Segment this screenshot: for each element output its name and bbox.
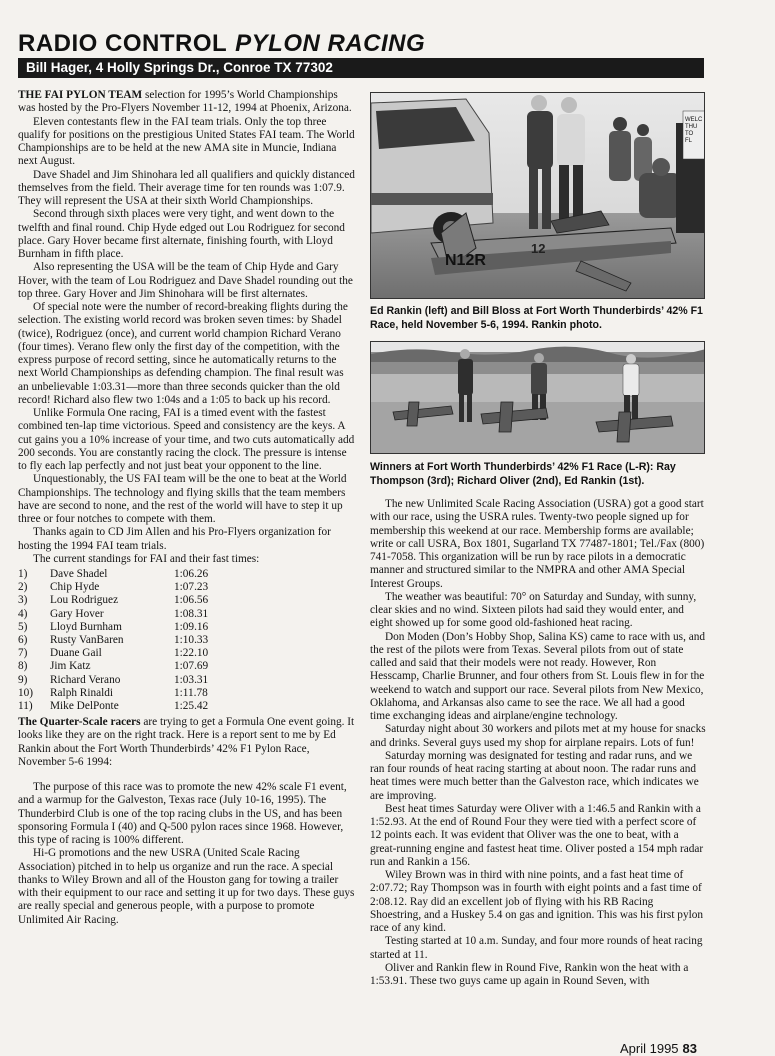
standings-time: 1:06.56 xyxy=(174,594,209,607)
plane-registration: N12R xyxy=(445,252,486,269)
paragraph: The current standings for FAI and their fast times: xyxy=(33,552,260,565)
paragraph: Oliver and Rankin flew in Round Five, Rankin won the heat with a 1:53.91. These two guys came up again in Round Seven, with xyxy=(370,961,689,987)
standings-time: 1:25.42 xyxy=(174,700,209,713)
standings-row xyxy=(18,581,208,594)
standings-name: Ralph Rinaldi xyxy=(50,686,114,699)
lead-in: The Quarter-Scale racers xyxy=(18,716,141,729)
paragraph: Also representing the USA will be the team of Chip Hyde and Gary Hover, with the team of Lou Rodriguez and Dave Shadel rounding out the top three. Gary Hover and Jim Shinohara will be first alternates. xyxy=(18,261,353,300)
standings-rank: 4) xyxy=(18,607,28,620)
plane-number: 12 xyxy=(531,241,546,256)
standings-name: Jim Katz xyxy=(50,660,91,673)
top-photo-caption: Ed Rankin (left) and Bill Bloss at Fort Worth Thunderbirds’ 42% F1 Race, held November 5-6, 1994. Rankin photo. xyxy=(370,305,703,331)
standings-name: Rusty VanBaren xyxy=(50,634,124,647)
standings-time: 1:03.31 xyxy=(174,673,209,686)
paragraph: Saturday morning was designated for testing and radar runs, and we ran four rounds of heat racing starting at about noon. The radar runs and heat times were much better than the Galveston race, which indicates we are improving. xyxy=(370,749,699,802)
paragraph: Best heat times Saturday were Oliver with a 1:46.5 and Rankin with a 1:52.93. At the end of Round Four they were tied with a perfect score of 12 points each. It was evident that Oliver was the one to beat, with a great-running engine and fastest heat time. Oliver posted a 154 mph radar run and Rankin a 156. xyxy=(370,802,704,868)
paragraph: Don Moden (Don’s Hobby Shop, Salina KS) came to race with us, and the rest of the pilots were from Texas. Several pilots from out of state called and said that their models were not ready. However, Ron Hesscamp, Charlie Brunner, and four others from St. Louis flew in for the weekend to watch and support our race. Several pilots from New Mexico, Oklahoma, and Arkansas also came to see the race. We all had a good time exchanging ideas and airplane/engine technology. xyxy=(370,630,706,722)
paragraph: The new Unlimited Scale Racing Association (USRA) got a good start with our race, using the USRA rules. Twenty-two people signed up for membership this weekend at our race. Membership forms are available; write or call USRA, Box 1801, Sugarland TX 77487-1801; Tel./Fax (800) 741-7058. This organization will be run by race pilots in a democratic manner and structured similar to the NMPRA and other AMA Special Interest Groups. xyxy=(370,498,705,590)
paragraph: Second through sixth places were very tight, and went down to the twelfth and final round. Chip Hyde edged out Lou Rodriguez for second place. Gary Hover became first alternate, finishing fourth, with Lloyd Burnham in fifth place. xyxy=(18,208,345,260)
paragraph: The Quarter-Scale racers are trying to get a Formula One event going. It looks like they are on the right track. Here is a report sent to me by Ed Rankin about the Fort Worth Thunderbirds’ 42% F1 Pylon Race, November 5-6 1994: xyxy=(18,716,355,768)
page-title xyxy=(18,30,425,58)
standings-time: 1:22.10 xyxy=(174,647,209,660)
paragraph: Hi-G promotions and the new USRA (United Scale Racing Association) pitched in to help us organize and run the race. A special thanks to Wiley Brown and all of the Houston gang for towing a trailer with their equipment to our race and setting it up for two days. These guys are really special and generous people, with a purpose to promote Unlimited Air Racing. xyxy=(18,847,355,926)
fai-standings-table xyxy=(18,568,208,713)
standings-name: Richard Verano xyxy=(50,673,121,686)
standings-row xyxy=(18,660,208,673)
standings-name: Chip Hyde xyxy=(50,581,100,594)
paragraph: Wiley Brown was in third with nine points, and a fast heat time of 2:07.72; Ray Thompson was in fourth with eight points and a fast time of 2:08.12. Ray did an excellent job of flying with his RB Racing Shoestring, and a Huskey 5.4 on gas and ignition. This was his first pylon race of any kind. xyxy=(370,869,704,934)
standings-row xyxy=(18,608,208,621)
standings-row xyxy=(18,634,208,647)
title-part-pylon-racing: PYLON RACING xyxy=(235,30,426,57)
standings-time: 1:07.23 xyxy=(174,581,209,594)
right-column xyxy=(370,498,706,988)
standings-name: Gary Hover xyxy=(50,607,104,620)
standings-rank: 1) xyxy=(18,568,28,580)
standings-name: Duane Gail xyxy=(50,647,102,660)
paragraph: Saturday night about 30 workers and pilots met at my house for snacks and drinks. Several guys used my shop for airplane repairs. Lots of fun! xyxy=(370,723,706,749)
standings-name: Lou Rodriguez xyxy=(50,594,119,607)
standings-rank: 8) xyxy=(18,660,28,673)
author-byline: Bill Hager, 4 Holly Springs Dr., Conroe TX 77302 xyxy=(18,58,704,78)
photo-winners xyxy=(370,341,705,454)
standings-rank: 6) xyxy=(18,634,28,647)
standings-row xyxy=(18,621,208,634)
standings-row xyxy=(18,594,208,607)
standings-rank: 7) xyxy=(18,647,28,660)
standings-row xyxy=(18,568,208,581)
paragraph: Thanks again to CD Jim Allen and his Pro-Flyers organization for hosting the 1994 FAI team trials. xyxy=(18,526,331,552)
standings-name: Mike DelPonte xyxy=(50,700,119,713)
welcome-sign-text: WELC THU TO FL xyxy=(685,117,703,144)
standings-rank: 3) xyxy=(18,594,28,607)
title-part-radio-control: RADIO CONTROL xyxy=(18,30,228,57)
paragraph: Of special note were the number of record-breaking flights during the selection. The existing world record was broken seven times: by Shadel (twice), Rodriguez (once), and current world champion Richard Verano (four times). Verano flew only the first day of the competition, with the express purpose of record setting, since he automatically returns to the next World Championships as defending champion. The final result was an unbelievable 1:03.31—more than three seconds quicker than the old record! Richard also flew two 1:04s and a 1:05 to back up his record. xyxy=(18,301,348,406)
paragraph: The weather was beautiful: 70° on Saturday and Sunday, with sunny, clear skies and no wind. Sixteen pilots had said they would enter, and eight showed up for some good old-fashioned heat racing. xyxy=(370,590,697,630)
standings-time: 1:10.33 xyxy=(174,634,209,647)
standings-rank: 2) xyxy=(18,581,28,594)
left-column xyxy=(18,89,356,927)
standings-rank: 10) xyxy=(18,686,34,699)
standings-time: 1:11.78 xyxy=(174,686,208,699)
paragraph: The purpose of this race was to promote the new 42% scale F1 event, and a warmup for the Galveston, Texas race (July 10-16, 1995). The Thunderbird Club is one of the top racing clubs in the US, and has been sponsoring Formula I (40) and Q-500 pylon races since 1968. However, this type of racing is 100% different. xyxy=(18,781,347,847)
standings-name: Lloyd Burnham xyxy=(50,620,122,633)
standings-time: 1:06.26 xyxy=(174,568,209,580)
paragraph: Unquestionably, the US FAI team will be the one to beat at the World Championships. The technology and flying skills that the team members have are second to none, and the rest of the world will have to step it up three or four notches to compete with them. xyxy=(18,473,347,525)
standings-row xyxy=(18,687,208,700)
standings-time: 1:08.31 xyxy=(174,607,209,620)
paragraph: Eleven contestants flew in the FAI team trials. Only the top three qualify for positions on the prestigious United States FAI team. The World Championships are to be held at the new AMA site in Muncie, Indiana next August. xyxy=(18,115,355,168)
standings-time: 1:09.16 xyxy=(174,620,209,633)
standings-rank: 5) xyxy=(18,620,28,633)
standings-row xyxy=(18,700,208,713)
photo-rankin-bloss xyxy=(370,92,705,299)
standings-rank: 9) xyxy=(18,673,28,686)
lead-in: THE FAI PYLON TEAM xyxy=(18,89,143,101)
paragraph: Unlike Formula One racing, FAI is a timed event with the fastest combined ten-lap time victorious. Speed and consistency are the keys. A cut gains you a 10% increase of your time, and two cuts automatically add 200 seconds. You are constantly racing the clock. The pressure is intense to fly each lap perfectly and not just beat your opponent to the line. xyxy=(18,407,355,472)
issue-date: April 1995 xyxy=(620,1041,679,1056)
paragraph: Testing started at 10 a.m. Sunday, and four more rounds of heat racing started at 11. xyxy=(370,935,703,961)
standings-row xyxy=(18,647,208,660)
standings-name: Dave Shadel xyxy=(50,568,108,580)
standings-rank: 11) xyxy=(18,700,33,713)
bottom-photo-caption: Winners at Fort Worth Thunderbirds’ 42% F1 Race (L-R): Ray Thompson (3rd); Richard Oliver (2nd), Ed Rankin (1st). xyxy=(370,461,676,487)
paragraph: Dave Shadel and Jim Shinohara led all qualifiers and quickly distanced themselves from the field. Their average time for ten rounds was 1:07.9. They will represent the USA at their sixth World Championships. xyxy=(18,168,355,207)
page-number: 83 xyxy=(682,1041,698,1056)
standings-row xyxy=(18,674,208,687)
standings-time: 1:07.69 xyxy=(174,660,209,673)
paragraph: THE FAI PYLON TEAM selection for 1995’s World Championships was hosted by the Pro-Flyers November 11-12, 1994 at Phoenix, Arizona. xyxy=(18,89,352,115)
